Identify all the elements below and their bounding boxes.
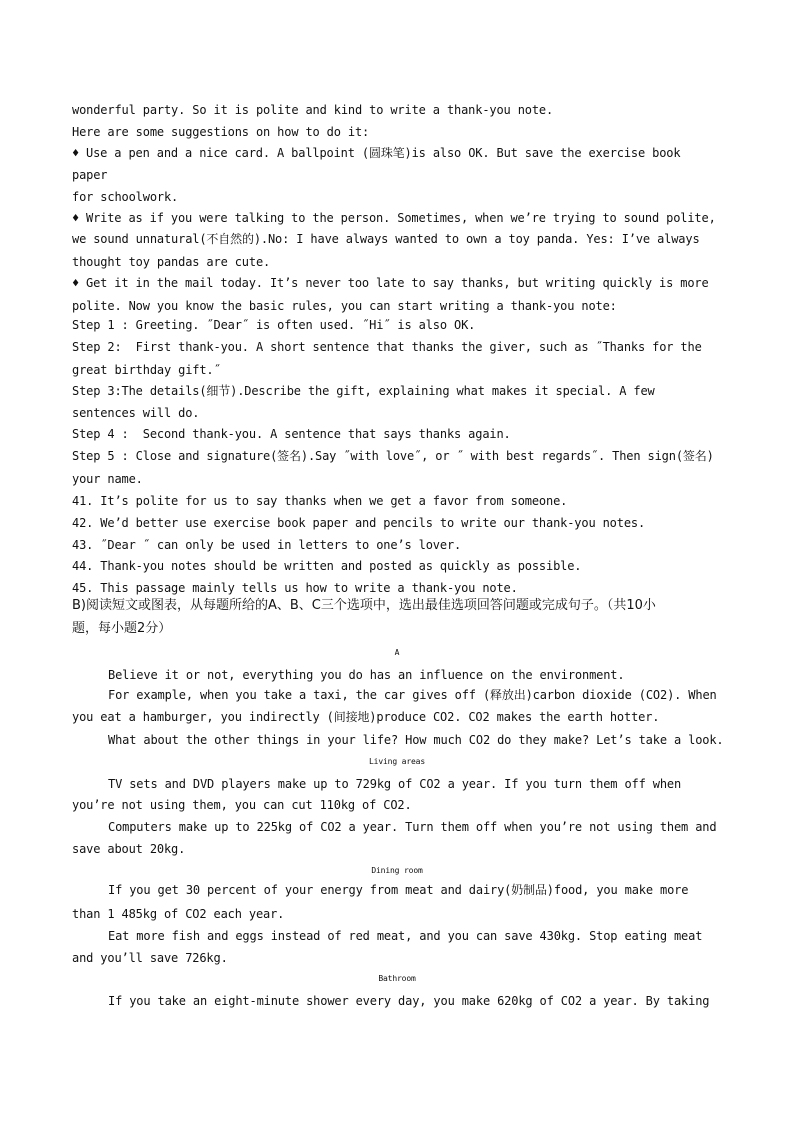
paragraph-line: Believe it or not, everything you do has an influence on the environment. (108, 668, 625, 682)
paragraph-line: If you get 30 percent of your energy from meat and dairy(奶制品)food, you make more (108, 883, 689, 897)
paragraph-line: Eat more fish and eggs instead of red meat, and you can save 430kg. Stop eating meat (108, 929, 703, 943)
section-instructions: B)阅读短文或图表，从每题所给的A、B、C三个选项中，选出最佳选项回答问题或完成句子。（共10小 (72, 598, 656, 613)
step-line: Step 3:The details(细节).Describe the gift, explaining what makes it special. A few (72, 384, 655, 398)
step-line: your name. (72, 472, 143, 486)
section-heading: Living areas (369, 757, 425, 766)
paragraph-line: What about the other things in your life? How much CO2 do they make? Let’s take a look. (108, 733, 724, 747)
step-line: Step 2: First thank-you. A short sentence that thanks the giver, such as ˝Thanks for the (72, 340, 702, 354)
section-heading: Dining room (371, 866, 423, 875)
paragraph-line: For example, when you take a taxi, the car gives off (释放出)carbon dioxide (CO2). When (108, 688, 717, 702)
bullet-item: ♦ Use a pen and a nice card. A ballpoint (圆珠笔)is also OK. But save the exercise book (72, 146, 681, 160)
step-line: Step 1 : Greeting. ˝Dear˝ is often used. ˝Hi˝ is also OK. (72, 318, 476, 332)
text-line: wonderful party. So it is polite and kind to write a thank-you note. (72, 103, 554, 117)
passage-title: A (394, 648, 400, 657)
question-item: 42. We’d better use exercise book paper and pencils to write our thank-you notes. (72, 516, 646, 530)
step-line: Step 4 : Second thank-you. A sentence that says thanks again. (72, 427, 511, 441)
diamond-bullet-icon: ♦ (72, 211, 80, 225)
question-item: 45. This passage mainly tells us how to write a thank-you note. (72, 581, 518, 595)
question-item: 43. ˝Dear ˝ can only be used in letters to one’s lover. (72, 538, 462, 552)
step-line: great birthday gift.˝ (72, 363, 221, 377)
text-line: for schoolwork. (72, 190, 179, 204)
paragraph-line: you eat a hamburger, you indirectly (间接地)produce CO2. CO2 makes the earth hotter. (72, 710, 660, 724)
paragraph-line: and you’ll save 726kg. (72, 951, 228, 965)
step-line: Step 5 : Close and signature(签名).Say ˝with love˝, or ˝ with best regards˝. Then sign(签名) (72, 449, 714, 463)
text-line: paper (72, 168, 108, 182)
bullet-item: ♦ Write as if you were talking to the person. Sometimes, when we’re trying to sound polite, (72, 211, 716, 225)
question-item: 44. Thank-you notes should be written and posted as quickly as possible. (72, 559, 582, 573)
diamond-bullet-icon: ♦ (72, 276, 80, 290)
diamond-bullet-icon: ♦ (72, 146, 80, 160)
text-line: polite. Now you know the basic rules, you can start writing a thank-you note: (72, 299, 617, 313)
paragraph-line: Computers make up to 225kg of CO2 a year. Turn them off when you’re not using them and (108, 820, 717, 834)
section-instructions: 题，每小题2分） (72, 621, 172, 636)
section-heading: Bathroom (378, 974, 416, 983)
bullet-item: ♦ Get it in the mail today. It’s never too late to say thanks, but writing quickly is more (72, 276, 709, 290)
step-line: sentences will do. (72, 406, 200, 420)
paragraph-line: save about 20kg. (72, 842, 186, 856)
paragraph-line: you’re not using them, you can cut 110kg of CO2. (72, 798, 412, 812)
text-line: Here are some suggestions on how to do it: (72, 125, 370, 139)
paragraph-line: than 1 485kg of CO2 each year. (72, 907, 285, 921)
text-line: we sound unnatural(不自然的).No: I have always wanted to own a toy panda. Yes: I’ve always (72, 232, 700, 246)
text-line: thought toy pandas are cute. (72, 255, 271, 269)
paragraph-line: If you take an eight-minute shower every day, you make 620kg of CO2 a year. By taking (108, 994, 710, 1008)
paragraph-line: TV sets and DVD players make up to 729kg of CO2 a year. If you turn them off when (108, 777, 682, 791)
question-item: 41. It’s polite for us to say thanks when we get a favor from someone. (72, 494, 568, 508)
